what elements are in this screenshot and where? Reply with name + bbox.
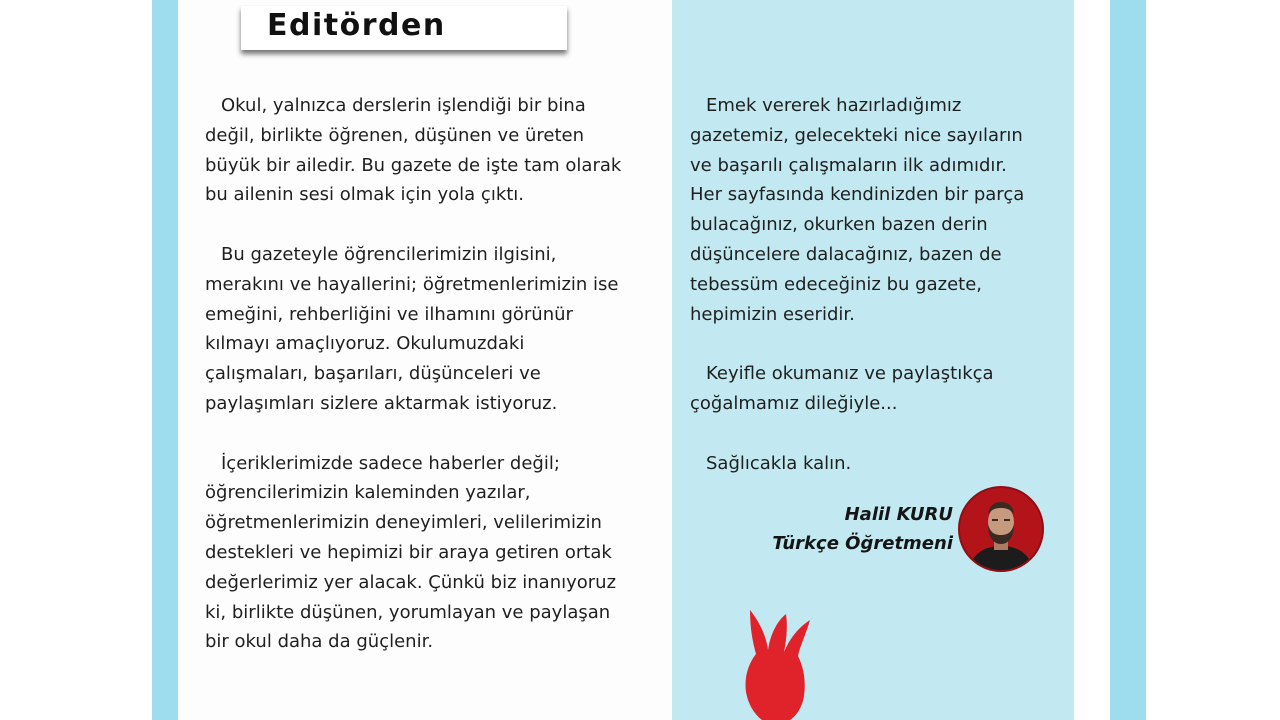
page-title: Editörden [267,8,446,43]
text-line: öğretmenlerimizin deneyimleri, velilerimizin [205,512,602,534]
text-line: Bu gazeteyle öğrencilerimizin ilgisini, [221,243,557,265]
text-line: paylaşımları sizlere aktarmak istiyoruz. [205,392,558,414]
text-line: değil, birlikte öğrenen, düşünen ve üreten [205,124,585,146]
paragraph [205,91,675,210]
text-line: çoğalmamız dileğiyle... [690,392,898,414]
text-line: tebessüm edeceğiniz bu gazete, [690,273,982,295]
tulip-icon [740,608,816,720]
person-icon [960,488,1042,570]
text-line: bu ailenin sesi olmak için yola çıktı. [205,184,525,206]
right-text-column [690,91,1072,508]
text-line: düşüncelere dalacağınız, bazen de [690,243,1002,265]
author-role: Türkçe Öğretmeni [772,533,953,554]
paragraph [690,91,1072,329]
text-line: Okul, yalnızca derslerin işlendiği bir bina [221,95,586,116]
text-line: değerlerimiz yer alacak. Çünkü biz inanıyoruz [205,571,617,593]
text-line: ki, birlikte düşünen, yorumlayan ve paylaşan [205,601,611,623]
paragraph [690,449,1072,479]
text-line: bulacağınız, okurken bazen derin [690,214,988,236]
text-line: Keyifle okumanız ve paylaştıkça [706,363,994,385]
text-line: İçeriklerimizde sadece haberler değil; [221,452,560,474]
text-line: Sağlıcakla kalın. [706,452,852,474]
paragraph [205,240,675,419]
text-line: büyük bir ailedir. Bu gazete de işte tam olarak [205,154,622,176]
right-border-stripe [1110,0,1146,720]
paragraph [205,449,675,658]
text-line: emeğini, rehberliğini ve ilhamını görünür [205,303,573,325]
author-name: Halil KURU [844,504,953,525]
text-line: hepimizin eseridir. [690,303,855,325]
text-line: destekleri ve hepimizi bir araya getiren ortak [205,541,612,563]
author-avatar [958,486,1044,572]
text-line: kılmayı amaçlıyoruz. Okulumuzdaki [205,333,525,355]
left-text-column [205,91,675,687]
text-line: Her sayfasında kendinizden bir parça [690,184,1025,206]
text-line: Emek vererek hazırladığımız [706,95,962,116]
text-line: gazetemiz, gelecekteki nice sayıların [690,124,1023,146]
left-border-stripe [152,0,178,720]
text-line: ve başarılı çalışmaların ilk adımıdır. [690,154,1007,176]
text-line: bir okul daha da güçlenir. [205,631,434,653]
text-line: merakını ve hayallerini; öğretmenlerimizin ise [205,273,619,295]
text-line: çalışmaları, başarıları, düşünceleri ve [205,363,541,385]
text-line: öğrencilerimizin kaleminden yazılar, [205,482,531,504]
paragraph [690,359,1072,419]
title-banner [241,6,567,50]
